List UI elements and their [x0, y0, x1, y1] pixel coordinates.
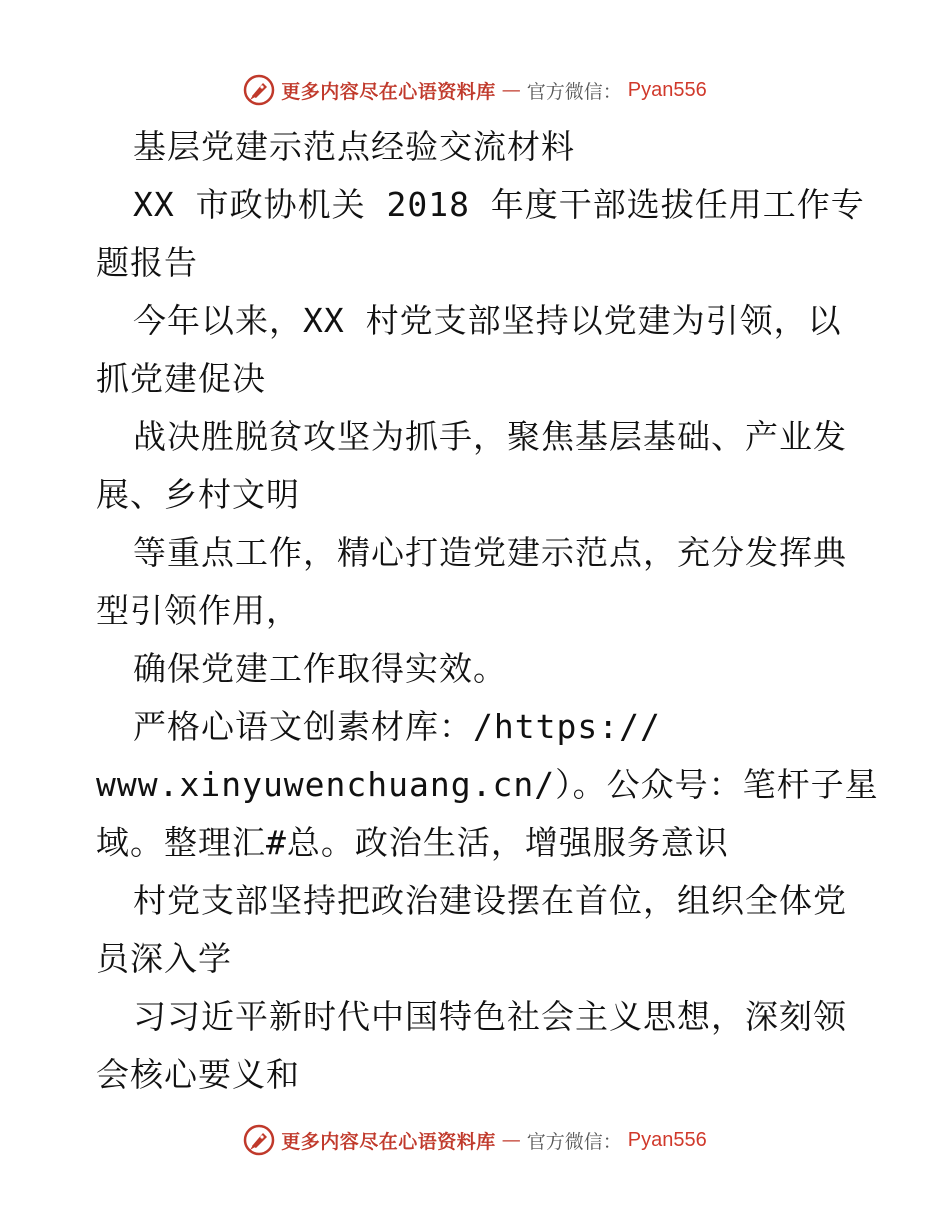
text-line: 今年以来，XX 村党支部坚持以党建为引领，以: [133, 301, 842, 340]
text-line: 员深入学: [96, 939, 232, 978]
text-line: 域。整理汇#总。政治生活，增强服务意识: [96, 823, 729, 862]
header-banner: [0, 70, 950, 110]
text-line: 等重点工作，精心打造党建示范点，充分发挥典: [133, 533, 847, 572]
text-line: 确保党建工作取得实效。: [133, 649, 507, 688]
document-body: [96, 118, 879, 1104]
document-title: 基层党建示范点经验交流材料: [133, 127, 575, 166]
text-line: 展、乡村文明: [96, 475, 300, 514]
banner-wechat-id: Pyan556: [627, 1128, 707, 1151]
pen-nib-logo-icon: [243, 1124, 275, 1156]
banner-separator: —: [501, 79, 521, 101]
banner-title: 更多内容尽在心语资料库: [281, 1130, 496, 1153]
banner-wechat-label: 官方微信：: [526, 1130, 622, 1153]
text-line: 抓党建促决: [96, 359, 266, 398]
banner-wechat-label: 官方微信：: [526, 80, 622, 103]
text-line: 习习近平新时代中国特色社会主义思想，深刻领: [133, 997, 847, 1036]
text-line: 严格心语文创素材库：/https://: [133, 707, 661, 746]
pen-nib-logo-icon: [243, 74, 275, 106]
text-line: XX 市政协机关 2018 年度干部选拔任用工作专: [133, 185, 865, 224]
text-line: 村党支部坚持把政治建设摆在首位，组织全体党: [133, 881, 847, 920]
text-line: 型引领作用，: [96, 591, 300, 630]
banner-title: 更多内容尽在心语资料库: [281, 80, 496, 103]
banner-wechat-id: Pyan556: [627, 78, 707, 101]
banner-separator: —: [501, 1129, 521, 1151]
footer-banner: [0, 1120, 950, 1160]
text-line: 会核心要义和: [96, 1055, 300, 1094]
text-line: 题报告: [96, 243, 198, 282]
text-line: www.xinyuwenchuang.cn/）。公众号：笔杆子星: [96, 765, 879, 804]
text-line: 战决胜脱贫攻坚为抓手，聚焦基层基础、产业发: [133, 417, 847, 456]
